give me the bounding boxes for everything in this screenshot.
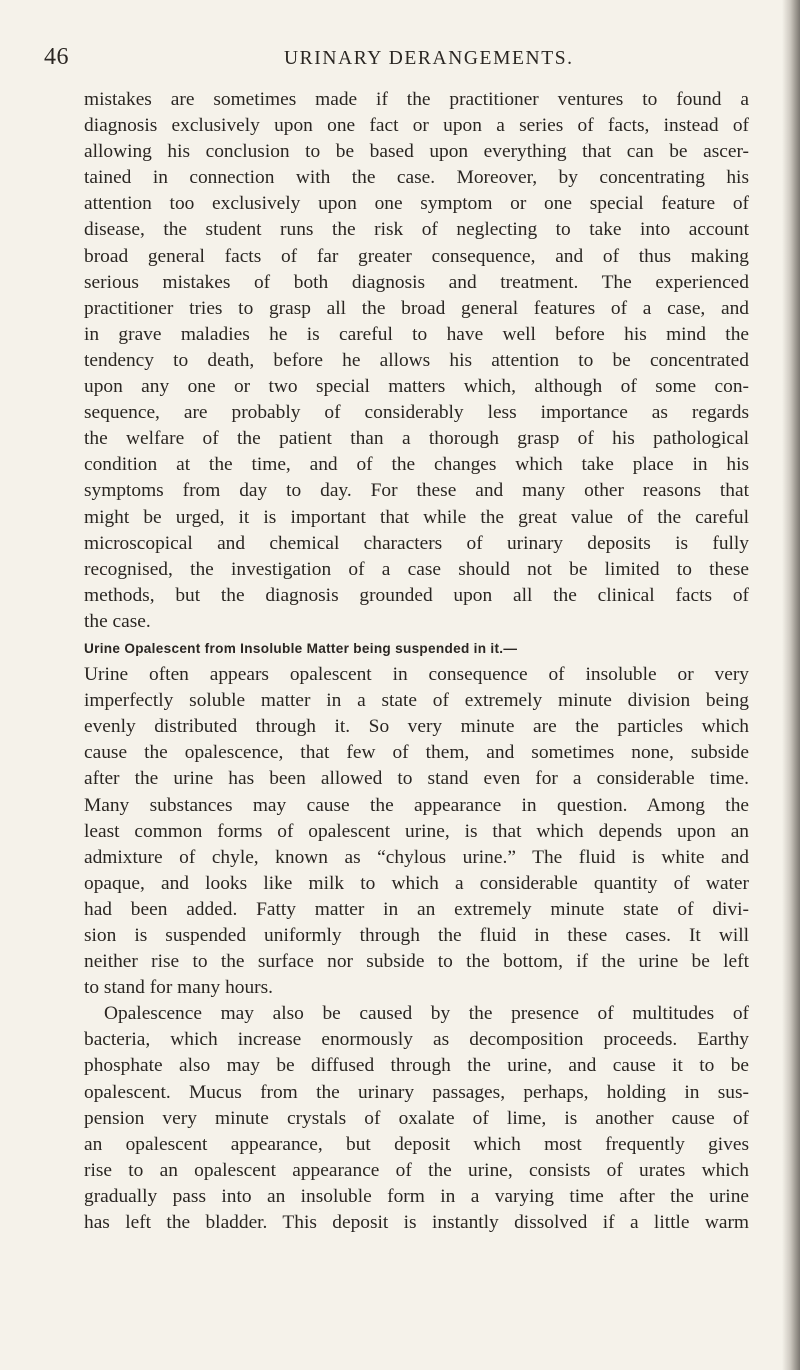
text-line: to stand for many hours.	[84, 977, 274, 999]
text-line: microscopical and chemical characters of urinary deposits is fully	[84, 532, 749, 554]
text-line: serious mistakes of both diagnosis and treatment. The experienced	[84, 271, 749, 293]
text-line: evenly distributed through it. So very minute are the particles which	[84, 716, 749, 738]
text-line: in grave maladies he is careful to have well before his mind the	[84, 323, 749, 345]
side-heading-dash: —	[503, 640, 517, 656]
running-head: URINARY DERANGEMENTS.	[284, 48, 574, 69]
text-line: bacteria, which increase enormously as decomposition proceeds. Earthy	[84, 1029, 749, 1051]
text-line: tendency to death, before he allows his attention to be concentrated	[84, 349, 749, 371]
text-line: the case.	[84, 610, 151, 632]
text-line: rise to an opalescent appearance of the urine, consists of urates which	[84, 1159, 749, 1181]
text-line: condition at the time, and of the changes which take place in his	[84, 454, 749, 476]
text-line: disease, the student runs the risk of neglecting to take into account	[84, 219, 749, 241]
page-edge-shadow	[782, 0, 800, 1370]
paragraph	[84, 1001, 749, 1236]
page-number: 46	[44, 44, 69, 70]
text-line: an opalescent appearance, but deposit which most frequently gives	[84, 1133, 749, 1155]
text-line: diagnosis exclusively upon one fact or upon a series of facts, instead of	[84, 115, 749, 137]
text-line: mistakes are sometimes made if the practitioner ventures to found a	[84, 89, 749, 110]
text-line: methods, but the diagnosis grounded upon all the clinical facts of	[84, 584, 749, 606]
section-heading-line	[84, 635, 749, 662]
text-line: cause the opalescence, that few of them, and sometimes none, subside	[84, 742, 749, 764]
text-line: neither rise to the surface nor subside to the bottom, if the urine be left	[84, 951, 749, 973]
text-line: Urine often appears opalescent in consequence of insoluble or very	[84, 664, 749, 686]
text-line: allowing his conclusion to be based upon everything that can be ascer-	[84, 141, 749, 163]
text-line: attention too exclusively upon one symptom or one special feature of	[84, 193, 749, 215]
text-line: sion is suspended uniformly through the fluid in these cases. It will	[84, 925, 749, 946]
text-line: after the urine has been allowed to stand even for a considerable time.	[84, 768, 749, 790]
text-line: Many substances may cause the appearance in question. Among the	[84, 794, 749, 816]
text-line: opalescent. Mucus from the urinary passages, perhaps, holding in sus-	[84, 1081, 749, 1103]
text-line: has left the bladder. This deposit is instantly dissolved if a little warm	[84, 1212, 749, 1234]
paragraph	[84, 87, 749, 635]
text-line: admixture of chyle, known as “chylous urine.” The fluid is white and	[84, 846, 749, 868]
body-text	[84, 87, 749, 1236]
text-line: practitioner tries to grasp all the broad general features of a case, and	[84, 297, 749, 319]
text-line: symptoms from day to day. For these and many other reasons that	[84, 480, 749, 502]
text-line: might be urged, it is important that while the great value of the careful	[84, 506, 749, 528]
page-header	[44, 44, 744, 76]
text-line: sequence, are probably of considerably less importance as regards	[84, 402, 749, 424]
text-line: least common forms of opalescent urine, is that which depends upon an	[84, 820, 749, 842]
text-line: opaque, and looks like milk to which a considerable quantity of water	[84, 872, 749, 894]
side-heading: Urine Opalescent from Insoluble Matter being suspended in it.	[84, 640, 504, 656]
text-line: tained in connection with the case. Moreover, by concentrating his	[84, 167, 749, 189]
text-line: Opalescence may also be caused by the presence of multitudes of	[104, 1003, 749, 1025]
text-line: phosphate also may be diffused through the urine, and cause it to be	[84, 1055, 749, 1077]
text-line: gradually pass into an insoluble form in a varying time after the urine	[84, 1185, 749, 1207]
text-line: recognised, the investigation of a case should not be limited to these	[84, 558, 749, 580]
text-line: broad general facts of far greater consequence, and of thus making	[84, 245, 749, 267]
paragraph	[84, 662, 749, 1001]
text-line: imperfectly soluble matter in a state of extremely minute division being	[84, 690, 749, 712]
text-line: the welfare of the patient than a thorough grasp of his pathological	[84, 428, 749, 450]
text-line: pension very minute crystals of oxalate of lime, is another cause of	[84, 1107, 749, 1129]
text-line: had been added. Fatty matter in an extremely minute state of divi-	[84, 898, 749, 920]
text-line: upon any one or two special matters which, although of some con-	[84, 376, 749, 398]
